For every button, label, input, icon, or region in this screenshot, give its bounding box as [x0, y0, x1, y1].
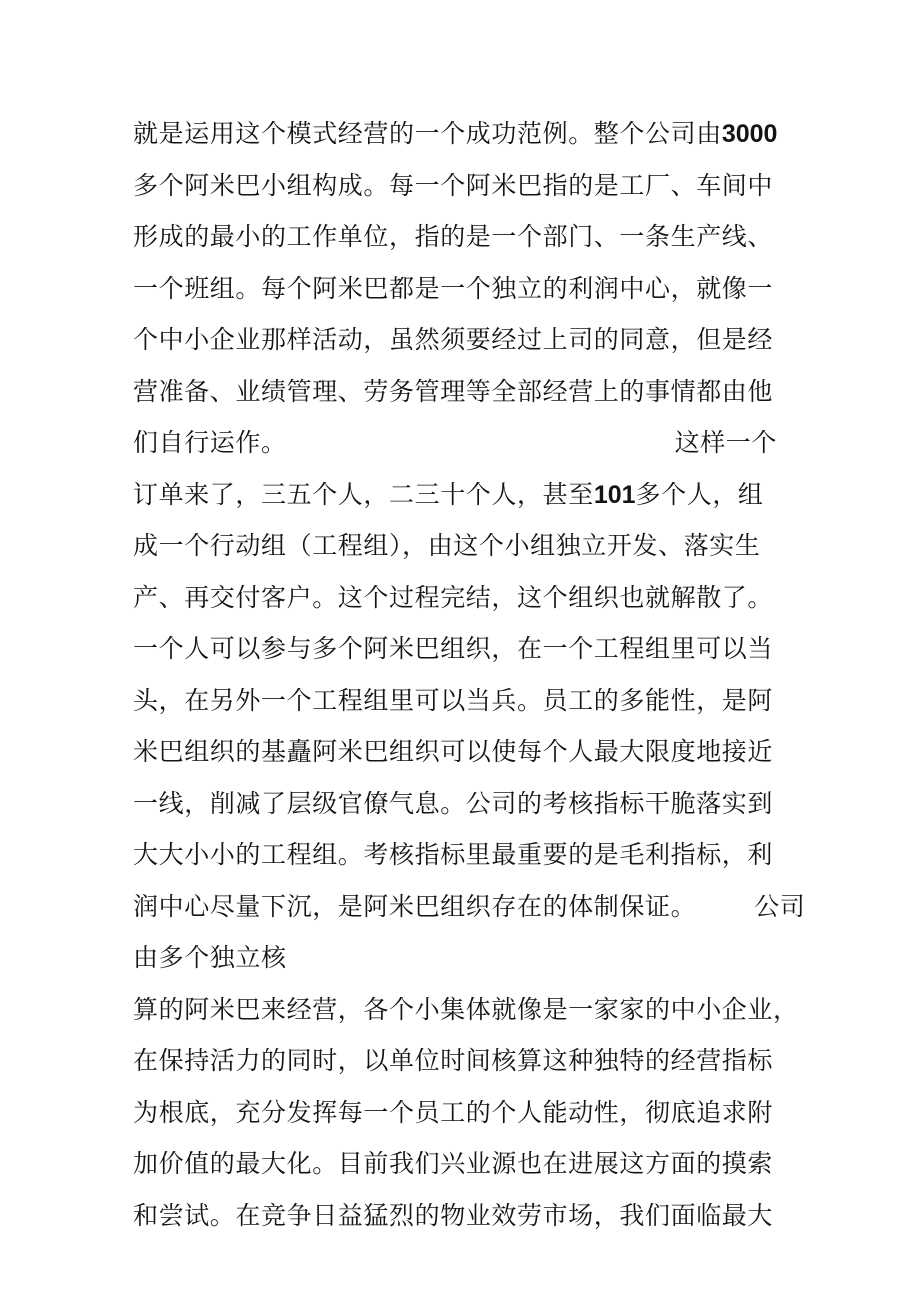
text-run: 算的阿米巴来经营，各个小集体就像是一家家的中小企业， — [133, 994, 799, 1024]
text-line — [133, 623, 813, 675]
body-text — [133, 108, 813, 1241]
text-line — [133, 778, 813, 830]
text-line — [133, 366, 813, 418]
text-run: 多个阿米巴小组构成。每一个阿米巴指的是工厂、车间中 — [133, 170, 774, 200]
text-run: 形成的最小的工作单位，指的是一个部门、一条生产线、 — [133, 222, 774, 251]
text-line — [133, 211, 813, 263]
text-run: 头，在另外一个工程组里可以当兵。员工的多能性，是阿 — [133, 685, 774, 715]
text-line — [133, 829, 813, 881]
text-line — [133, 469, 813, 521]
text-line — [133, 1087, 813, 1139]
text-run: 这样一个 — [674, 428, 778, 457]
text-line — [133, 417, 813, 469]
text-line — [133, 1035, 813, 1087]
text-run: 营准备、业绩管理、劳务管理等全部经营上的事情都由他 — [133, 376, 774, 406]
text-run: 一个人可以参与多个阿米巴组织，在一个工程组里可以当 — [133, 634, 774, 663]
text-run: 一个班组。每个阿米巴都是一个独立的利润中心，就像一 — [133, 273, 774, 303]
text-run: 由多个独立核 — [133, 943, 287, 972]
text-line — [133, 108, 813, 160]
text-line — [133, 881, 813, 933]
text-run: 就是运用这个模式经营的一个成功范例。整个公司由 — [133, 119, 722, 148]
text-run: 加价值的最大化。目前我们兴业源也在进展这方面的摸索 — [133, 1149, 774, 1178]
text-run: 润中心尽量下沉，是阿米巴组织存在的体制保证。 — [133, 891, 697, 921]
text-run: 在保持活力的同时，以单位时间核算这种独特的经营指标 — [133, 1046, 774, 1075]
text-run: 个中小企业那样活动，虽然须要经过上司的同意，但是经 — [133, 325, 774, 354]
text-run: 们自行运作。 — [133, 428, 287, 457]
text-line — [133, 1190, 813, 1242]
text-run: 订单来了，三五个人，二三十个人，甚至 — [133, 479, 594, 509]
text-run: 多个人，组 — [635, 479, 764, 509]
text-run: 为根底，充分发挥每一个员工的个人能动性，彻底追求附 — [133, 1097, 774, 1127]
text-run: 成一个行动组（工程组），由这个小组独立开发、落实生 — [133, 531, 761, 560]
text-line — [133, 932, 813, 984]
text-run: 公司 — [754, 891, 806, 921]
text-line — [133, 314, 813, 366]
text-line — [133, 263, 813, 315]
text-run: 产、再交付客户。这个过程完结，这个组织也就解散了。 — [133, 582, 774, 612]
text-run: 大大小小的工程组。考核指标里最重要的是毛利指标，利 — [133, 840, 774, 869]
text-line — [133, 984, 813, 1036]
text-run: 一线，削减了层级官僚气息。公司的考核指标干脆落实到 — [133, 788, 774, 818]
text-line — [133, 160, 813, 212]
text-line — [133, 726, 813, 778]
text-line — [133, 1138, 813, 1190]
text-line — [133, 520, 813, 572]
text-line — [133, 572, 813, 624]
text-run: 米巴组织的基矗阿米巴组织可以使每个人最大限度地接近 — [133, 737, 774, 766]
text-run: 和尝试。在竞争日益猛烈的物业效劳市场，我们面临最大 — [133, 1200, 774, 1230]
inline-number: 101 — [593, 480, 636, 509]
inline-number: 3000 — [721, 120, 778, 148]
text-line — [133, 675, 813, 727]
